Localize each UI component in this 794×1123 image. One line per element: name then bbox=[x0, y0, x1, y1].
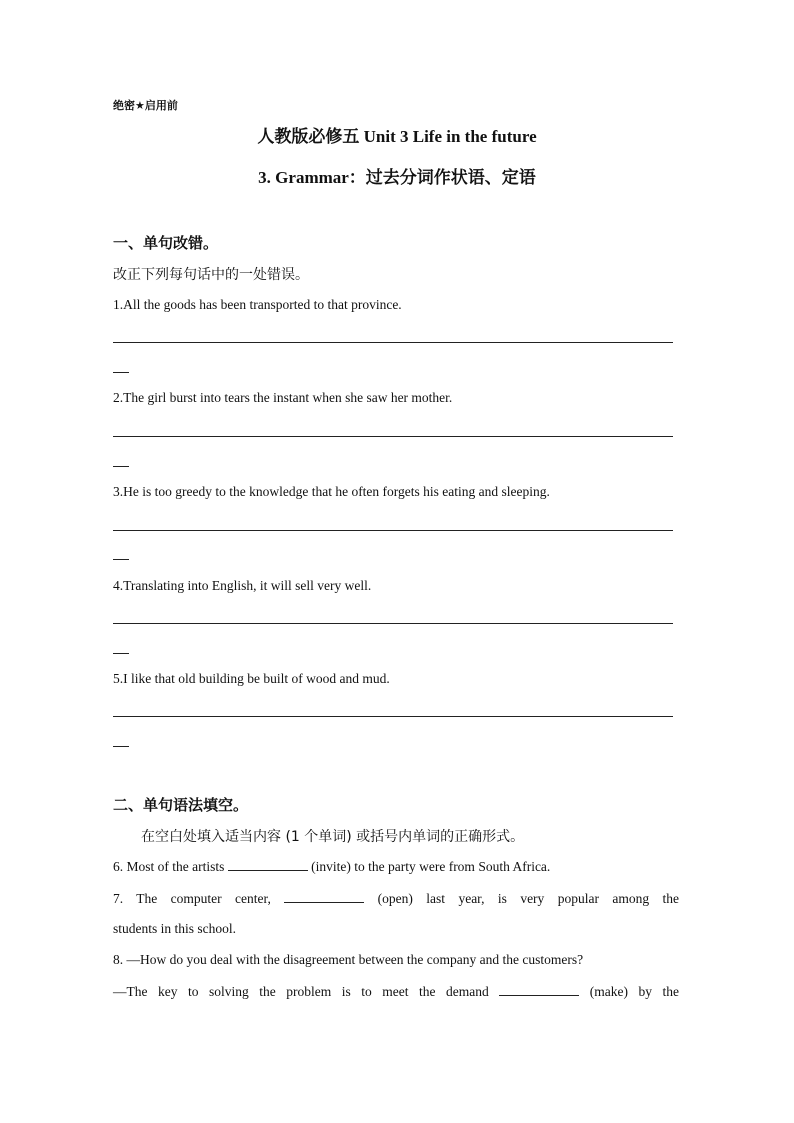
question-8-text-after: (make) by the bbox=[579, 984, 680, 999]
section1-heading: 一、单句改错。 bbox=[113, 234, 219, 252]
question-7-blank[interactable] bbox=[284, 890, 364, 903]
question-5: 5.I like that old building be built of wood and mud. bbox=[113, 671, 390, 686]
answer-dash-5 bbox=[113, 746, 129, 747]
question-6-text-before: 6. Most of the artists bbox=[113, 859, 228, 874]
section2-instruction: 在空白处填入适当内容 (1 个单词) 或括号内单词的正确形式。 bbox=[141, 829, 525, 845]
document-subtitle: 3. Grammar：过去分词作状语、定语 bbox=[258, 168, 536, 187]
question-4: 4.Translating into English, it will sell very well. bbox=[113, 578, 372, 593]
question-8-text-before: —The key to solving the problem is to meet the demand bbox=[113, 984, 500, 999]
document-title: 人教版必修五 Unit 3 Life in the future bbox=[257, 127, 537, 146]
answer-dash-4 bbox=[113, 653, 129, 654]
answer-line-1 bbox=[113, 342, 673, 343]
question-8-blank[interactable] bbox=[499, 983, 579, 996]
secret-mark: 绝密★启用前 bbox=[113, 99, 178, 112]
question-6-text-after: (invite) to the party were from South Africa. bbox=[307, 859, 551, 874]
question-6-blank[interactable] bbox=[228, 858, 308, 871]
question-7-line2: students in this school. bbox=[113, 921, 237, 936]
answer-line-5 bbox=[113, 716, 673, 717]
question-7-text-before: 7. The computer center, bbox=[113, 891, 285, 906]
question-6 bbox=[113, 858, 550, 875]
question-7-text-after: (open) last year, is very popular among the bbox=[364, 891, 679, 906]
section2-heading: 二、单句语法填空。 bbox=[113, 796, 249, 814]
question-3: 3.He is too greedy to the knowledge that he often forgets his eating and sleeping. bbox=[113, 484, 550, 499]
answer-line-4 bbox=[113, 623, 673, 624]
question-2: 2.The girl burst into tears the instant when she saw her mother. bbox=[113, 390, 453, 405]
question-7 bbox=[113, 890, 679, 907]
answer-dash-1 bbox=[113, 372, 129, 373]
answer-dash-3 bbox=[113, 559, 129, 560]
question-1: 1.All the goods has been transported to that province. bbox=[113, 297, 402, 312]
answer-dash-2 bbox=[113, 466, 129, 467]
section1-instruction: 改正下列每句话中的一处错误。 bbox=[113, 267, 309, 283]
question-8-line2 bbox=[113, 983, 679, 1000]
answer-line-3 bbox=[113, 530, 673, 531]
answer-line-2 bbox=[113, 436, 673, 437]
question-8-line1: 8. —How do you deal with the disagreement between the company and the customers? bbox=[113, 952, 584, 967]
